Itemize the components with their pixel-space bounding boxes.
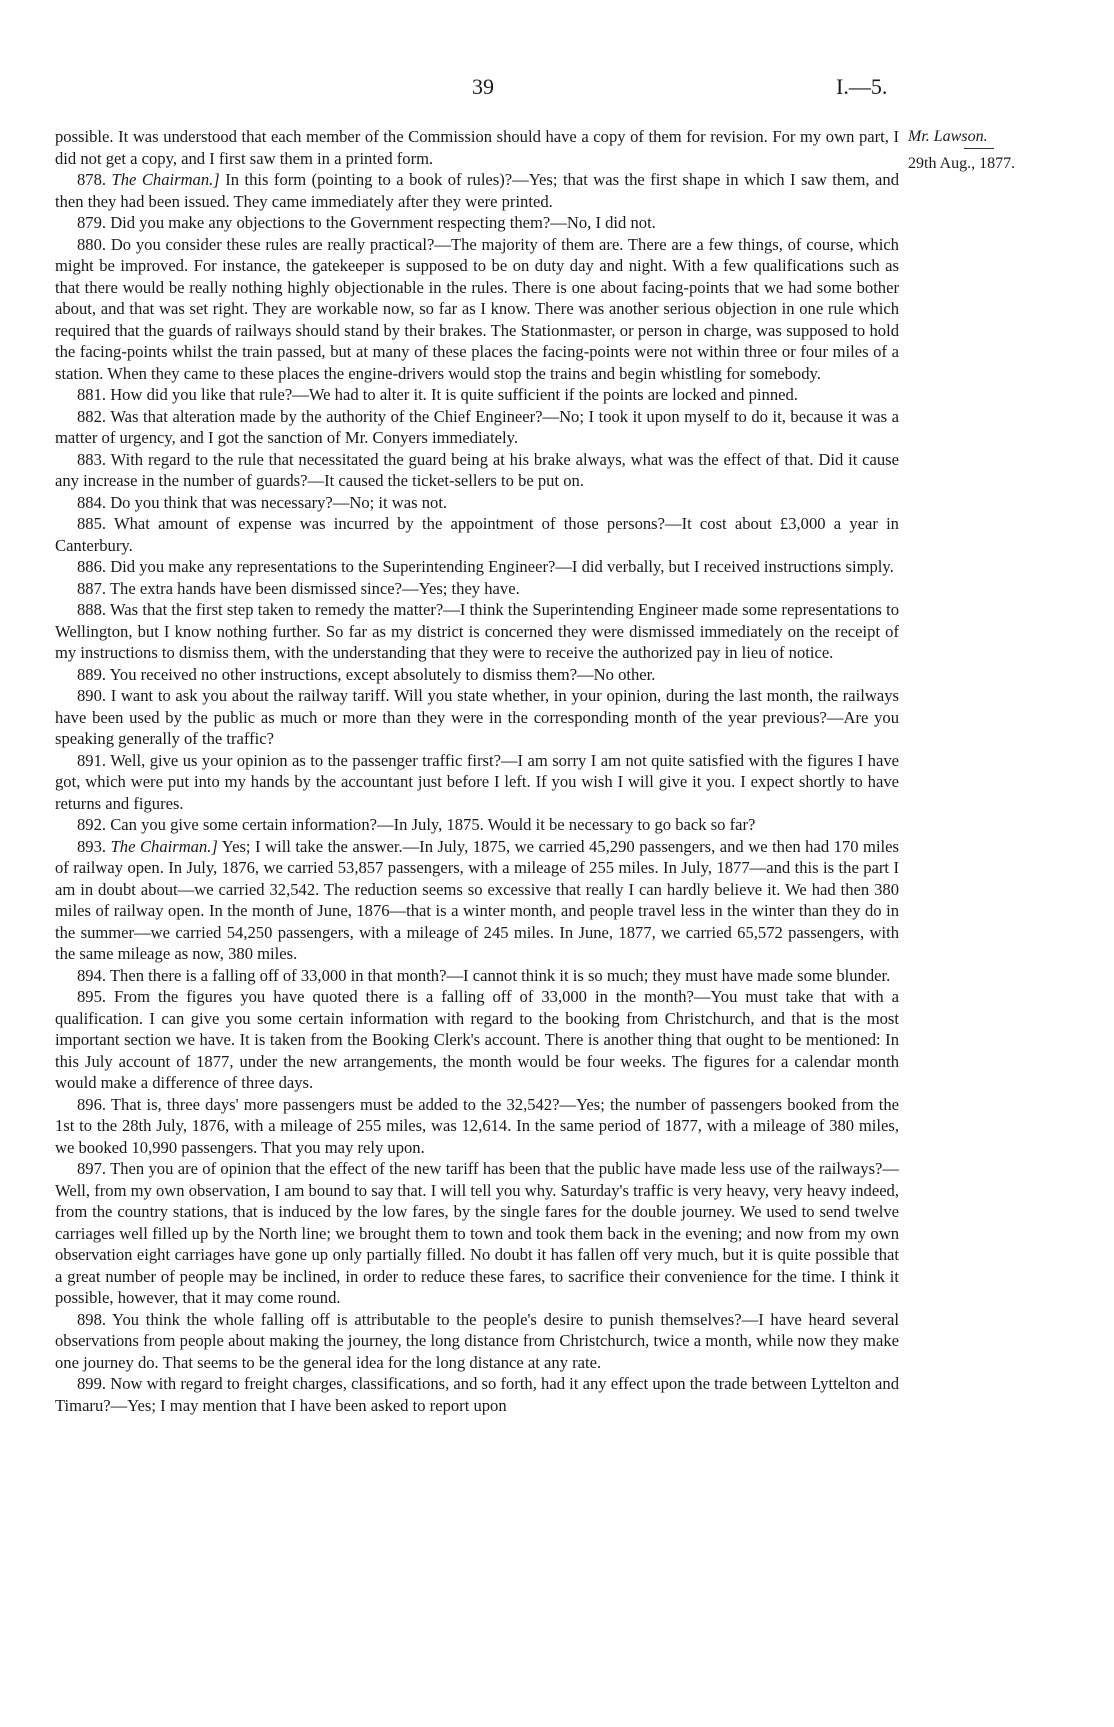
paragraph-text: What amount of expense was incurred by the appointment of those persons?—It cost about £3,000 a year in Canterbury. (55, 514, 899, 555)
transcript-paragraph (55, 212, 899, 234)
transcript-paragraph (55, 513, 899, 556)
evidence-transcript (55, 126, 899, 1416)
question-number: 881. (77, 385, 107, 404)
question-number: 886. (77, 557, 107, 576)
question-number: 885. (77, 514, 107, 533)
question-number: 899. (77, 1374, 107, 1393)
transcript-paragraph (55, 1373, 899, 1416)
paragraph-text: Well, give us your opinion as to the passenger traffic first?—I am sorry I am not quite satisfied with the figures I have got, which were put into my hands by the accountant just before I left. If you wish I will give it you. I expect shortly to have returns and figures. (55, 750, 899, 813)
paragraph-text: I want to ask you about the railway tariff. Will you state whether, in your opinion, during the last month, the railways have been used by the public as much or more than they were in the corresponding month of the year previous?—Are you speaking generally of the traffic? (55, 686, 899, 748)
question-number: 890. (77, 686, 107, 705)
paragraph-text: Was that the first step taken to remedy the matter?—I think the Superintending Engineer made some representations to Wellington, but I know nothing further. So far as my district is concerned they were dismissed immediately on the receipt of my instructions to dismiss them, with the understanding that they were to receive the authorized pay in lieu of notice. (55, 600, 899, 662)
question-number: 880. (77, 234, 107, 254)
paragraph-text: How did you like that rule?—We had to alter it. It is quite sufficient if the points are locked and pinned. (110, 385, 798, 404)
paragraph-text: Do you consider these rules are really practical?—The majority of them are. There are a few things, of course, which might be improved. For instance, the gatekeeper is supposed to be on duty day and night. With a few qualifications such as that there would be really nothing highly objectionable in the rules. There is one about facing-points that we had some bother about, and that was set right. They are workable now, so far as I know. There was another serious objection in one rule which required that the guards of railways should stand by their brakes. The Stationmaster, or person in charge, was supposed to hold the facing-points whilst the train passed, but at many of these places the facing-points were not within three or four miles of a station. When they came to these places the engine-drivers would stop the trains and begin whistling for somebody. (55, 234, 899, 383)
question-number: 887. (77, 578, 107, 598)
paragraph-text: Yes; I will take the answer.—In July, 1875, we carried 45,290 passengers, and we then had 170 miles of railway open. In July, 1876, we carried 53,857 passengers, with a mileage of 255 miles. In July, 1877—and this is the part I am in doubt about—we carried 32,542. The reduction seems so excessive that really I can hardly believe it. We had then 380 miles of railway open. In the month of June, 1876—that is a winter month, and people travel less in the winter than they do in the summer—we carried 54,250 passengers, with a mileage of 245 miles. In June, 1877, we carried 65,572 passengers, with the same mileage as now, 380 miles. (55, 836, 899, 963)
speaker-label: The Chairman.] (111, 170, 220, 189)
question-number: 892. (77, 815, 107, 834)
transcript-paragraph (55, 1309, 899, 1374)
question-number: 893. (77, 836, 107, 856)
paragraph-text: possible. It was understood that each member of the Commission should have a copy of them for revision. For my own part, I did not get a copy, and I first saw them in a printed form. (55, 127, 899, 168)
paragraph-text: Did you make any representations to the Superintending Engineer?—I did verbally, but I received instructions simply. (110, 557, 894, 576)
paragraph-text: Do you think that was necessary?—No; it was not. (110, 492, 448, 512)
question-number: 883. (77, 449, 107, 469)
question-number: 888. (77, 600, 107, 619)
witness-name: Mr. Lawson. (908, 128, 988, 145)
transcript-paragraph (55, 449, 899, 492)
question-number: 896. (77, 1094, 107, 1114)
margin-rule (964, 148, 994, 149)
paragraph-text: Then there is a falling off of 33,000 in that month?—I cannot think it is so much; they must have made some blunder. (109, 965, 891, 985)
paragraph-text: Now with regard to freight charges, classifications, and so forth, had it any effect upon the trade between Lyttelton and Timaru?—Yes; I may mention that I have been asked to report upon (55, 1374, 899, 1415)
transcript-paragraph (55, 384, 899, 406)
transcript-paragraph (55, 126, 899, 169)
question-number: 894. (77, 965, 107, 985)
document-reference: I.—5. (836, 74, 888, 99)
question-number: 882. (77, 406, 107, 426)
transcript-paragraph (55, 750, 899, 815)
question-number: 891. (77, 750, 107, 770)
paragraph-text: Was that alteration made by the authority of the Chief Engineer?—No; I took it upon myself to do it, because it was a matter of urgency, and I got the sanction of Mr. Conyers immediately. (55, 406, 899, 447)
transcript-paragraph (55, 986, 899, 1094)
question-number: 898. (77, 1309, 107, 1329)
paragraph-text: That is, three days' more passengers must be added to the 32,542?—Yes; the number of passengers booked from the 1st to the 28th July, 1876, with a mileage of 255 miles, was 12,614. In the same period of 1877, with a mileage of 380 miles, we booked 10,990 passengers. That you may rely upon. (55, 1094, 899, 1157)
transcript-paragraph (55, 169, 899, 212)
margin-note (908, 126, 1108, 174)
paragraph-text: The extra hands have been dismissed since?—Yes; they have. (109, 578, 520, 598)
transcript-paragraph (55, 492, 899, 514)
paragraph-text: Can you give some certain information?—In July, 1875. Would it be necessary to go back so far? (110, 815, 756, 834)
transcript-paragraph (55, 664, 899, 686)
paragraph-text: With regard to the rule that necessitated the guard being at his brake always, what was the effect of that. Did it cause any increase in the number of guards?—It caused the ticket-sellers to be put on. (55, 449, 899, 490)
transcript-paragraph (55, 599, 899, 664)
page-header (0, 74, 1114, 114)
question-number: 897. (77, 1159, 107, 1178)
question-number: 884. (77, 492, 107, 512)
transcript-paragraph (55, 685, 899, 750)
speaker-label: The Chairman.] (110, 836, 218, 856)
question-number: 879. (77, 213, 107, 232)
transcript-paragraph (55, 556, 899, 578)
question-number: 889. (77, 664, 107, 684)
paragraph-text: Did you make any objections to the Government respecting them?—No, I did not. (110, 213, 656, 232)
transcript-paragraph (55, 578, 899, 600)
transcript-paragraph (55, 1158, 899, 1309)
paragraph-text: You received no other instructions, except absolutely to dismiss them?—No other. (109, 664, 656, 684)
transcript-paragraph (55, 1094, 899, 1159)
transcript-paragraph (55, 965, 899, 987)
transcript-paragraph (55, 234, 899, 385)
transcript-paragraph (55, 406, 899, 449)
page-number: 39 (472, 74, 494, 99)
transcript-paragraph (55, 836, 899, 965)
paragraph-text: You think the whole falling off is attributable to the people's desire to punish themselves?—I have heard several observations from people about making the journey, the long distance from Christchurch, twice a month, while now they make one journey do. That seems to be the general idea for the long distance at any rate. (55, 1309, 899, 1372)
paragraph-text: From the figures you have quoted there is a falling off of 33,000 in the month?—You must take that with a qualification. I can give you some certain information with regard to the booking from Christchurch, and that is the most important section we have. It is taken from the Booking Clerk's account. There is another thing that ought to be mentioned: In this July account of 1877, under the new arrangements, the month would be four weeks. The figures for a calendar month would make a difference of three days. (55, 987, 899, 1092)
paragraph-text: Then you are of opinion that the effect of the new tariff has been that the public have made less use of the railways?—Well, from my own observation, I am bound to say that. I will tell you why. Saturday's traffic is very heavy, very heavy indeed, from the country stations, that is induced by the low fares, by the single fares for the double journey. We used to send twelve carriages well filled up by the North line; we brought them to town and took them back in the evening; and now from my own observation eight carriages have gone up only partially filled. No doubt it has fallen off very much, but it is quite possible that a great number of people may be inclined, in order to reduce these fares, to sacrifice their convenience for the time. I think it possible, however, that it may come round. (55, 1159, 899, 1307)
question-number: 878. (77, 170, 107, 189)
hearing-date: 29th Aug., 1877. (908, 155, 1016, 172)
question-number: 895. (77, 987, 107, 1006)
transcript-paragraph (55, 814, 899, 836)
paragraph-text: In this form (pointing to a book of rules)?—Yes; that was the first shape in which I saw them, and then they had been issued. They came immediately after they were printed. (55, 170, 899, 211)
